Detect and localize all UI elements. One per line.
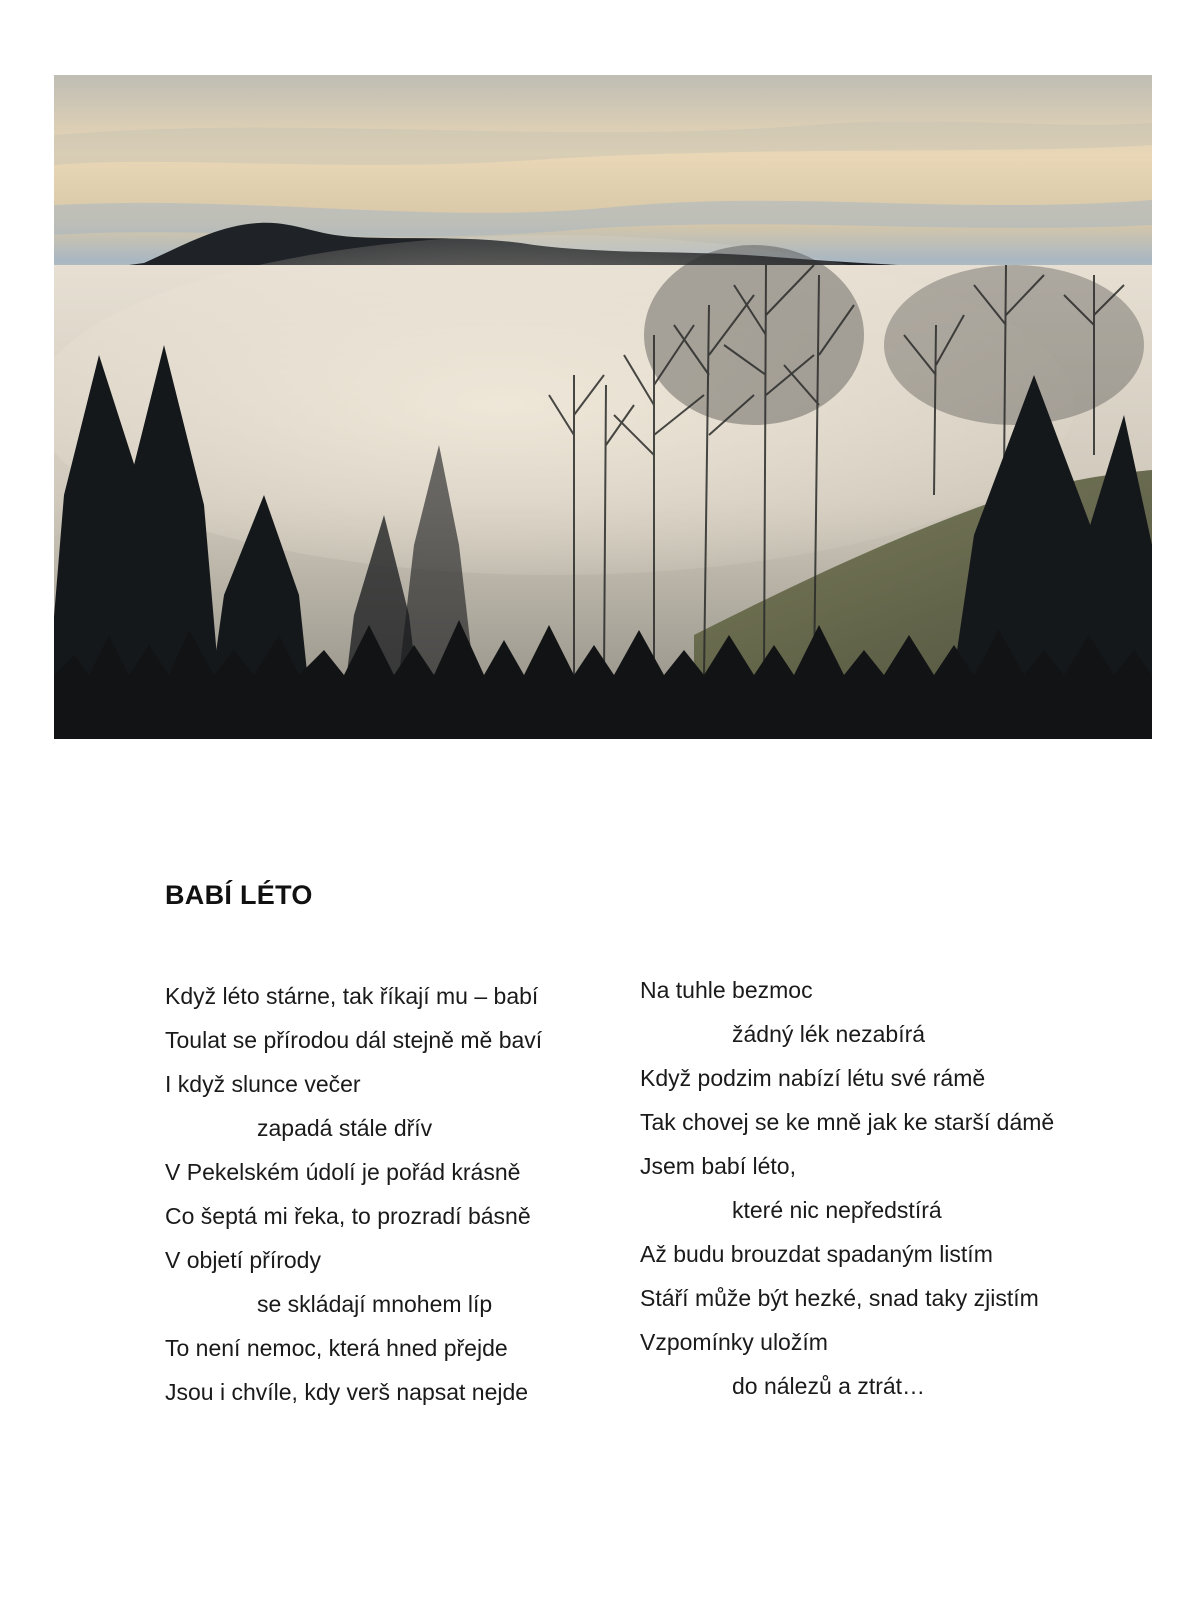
- poem-line: Vzpomínky uložím: [640, 1329, 828, 1355]
- misty-forest-landscape-icon: [54, 75, 1152, 739]
- poem-line-indented: zapadá stále dřív: [257, 1115, 433, 1141]
- poem-line: I když slunce večer: [165, 1071, 361, 1097]
- poem-line-indented: se skládají mnohem líp: [257, 1291, 493, 1317]
- poem-left-column: [165, 974, 542, 1414]
- misty-forest-photo: [54, 75, 1152, 739]
- poem-line-indented: žádný lék nezabírá: [732, 1021, 926, 1047]
- poem-line: Toulat se přírodou dál stejně mě baví: [165, 1027, 543, 1053]
- poem-title: BABÍ LÉTO: [165, 880, 313, 910]
- poem-line: Tak chovej se ke mně jak ke starší dámě: [640, 1109, 1055, 1135]
- poem-line: Jsou i chvíle, kdy verš napsat nejde: [165, 1379, 529, 1405]
- poem-line: Když léto stárne, tak říkají mu – babí: [165, 983, 539, 1009]
- poem-line: V objetí přírody: [165, 1247, 321, 1273]
- poem-line: To není nemoc, která hned přejde: [165, 1335, 508, 1361]
- poem-line: Když podzim nabízí létu své rámě: [640, 1065, 986, 1091]
- poem-line: V Pekelském údolí je pořád krásně: [165, 1159, 521, 1185]
- poem-line: Jsem babí léto,: [640, 1153, 796, 1179]
- poem-line-indented: které nic nepředstírá: [732, 1197, 942, 1223]
- poem-right-column: [640, 968, 1054, 1408]
- poem-line: Na tuhle bezmoc: [640, 977, 813, 1003]
- poem-line: Stáří může být hezké, snad taky zjistím: [640, 1285, 1039, 1311]
- poem-line: Až budu brouzdat spadaným listím: [640, 1241, 993, 1267]
- poem-line-indented: do nálezů a ztrát…: [732, 1373, 926, 1399]
- poem-line: Co šeptá mi řeka, to prozradí básně: [165, 1203, 531, 1229]
